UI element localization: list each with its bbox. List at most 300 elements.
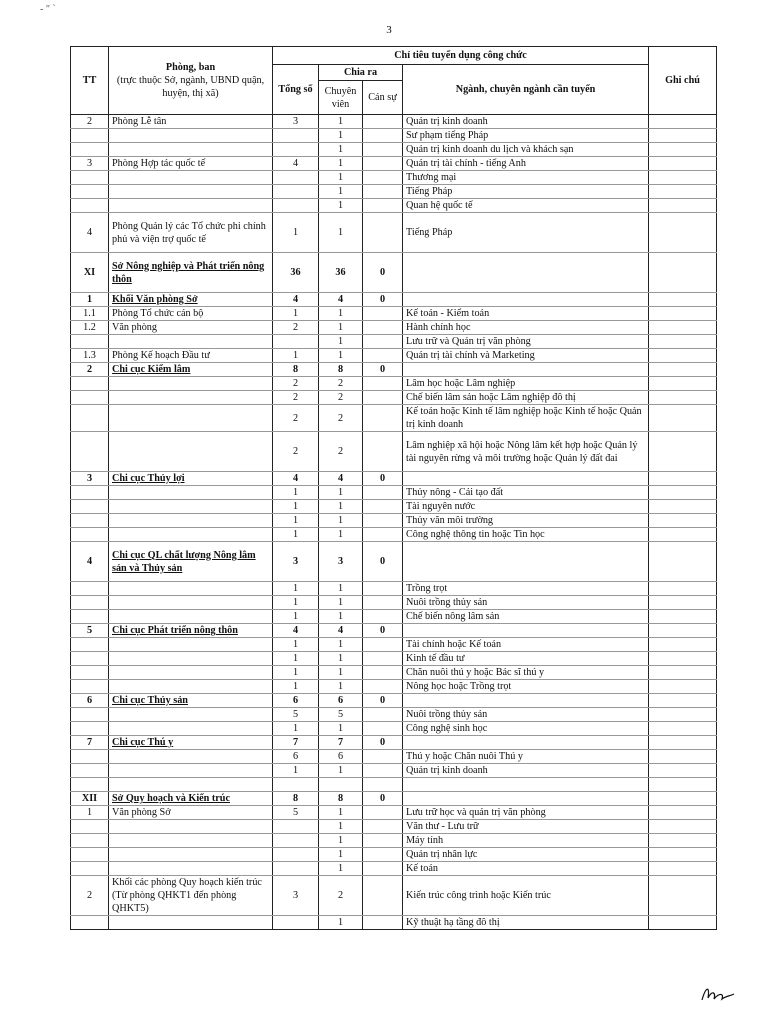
cell-specialist: 1: [319, 528, 363, 542]
cell-total: 1: [273, 680, 319, 694]
table-row: [71, 736, 717, 750]
cell-major: Tiếng Pháp: [403, 185, 649, 199]
table-row: [71, 213, 717, 253]
cell-note: [649, 666, 717, 680]
cell-tt: [71, 432, 109, 472]
table-row: [71, 542, 717, 582]
cell-tt: XII: [71, 792, 109, 806]
cell-staff: 0: [363, 624, 403, 638]
cell-major: Thương mại: [403, 171, 649, 185]
cell-specialist: 1: [319, 820, 363, 834]
cell-note: [649, 764, 717, 778]
cell-specialist: [319, 778, 363, 792]
table-row: [71, 486, 717, 500]
cell-specialist: 2: [319, 377, 363, 391]
cell-tt: 1.3: [71, 349, 109, 363]
cell-unit: Sở Quy hoạch và Kiến trúc: [109, 792, 273, 806]
cell-total: [273, 171, 319, 185]
cell-unit: Phòng Hợp tác quốc tế: [109, 157, 273, 171]
cell-note: [649, 680, 717, 694]
cell-major: Quan hệ quốc tế: [403, 199, 649, 213]
cell-unit: Phòng Quản lý các Tổ chức phi chính phủ và viện trợ quốc tế: [109, 213, 273, 253]
cell-total: 1: [273, 652, 319, 666]
cell-tt: [71, 199, 109, 213]
cell-tt: [71, 335, 109, 349]
cell-specialist: 1: [319, 582, 363, 596]
table-row: [71, 500, 717, 514]
table-row: [71, 876, 717, 916]
table-row: [71, 377, 717, 391]
cell-note: [649, 377, 717, 391]
header-major: Ngành, chuyên ngành cần tuyển: [403, 65, 649, 115]
cell-unit: [109, 405, 273, 432]
header-total: Tổng số: [273, 65, 319, 115]
cell-tt: 1.2: [71, 321, 109, 335]
cell-specialist: 1: [319, 666, 363, 680]
cell-tt: [71, 185, 109, 199]
cell-staff: 0: [363, 542, 403, 582]
cell-total: 36: [273, 253, 319, 293]
cell-staff: [363, 115, 403, 129]
cell-total: 6: [273, 694, 319, 708]
cell-tt: [71, 143, 109, 157]
cell-major: Quản trị kinh doanh: [403, 764, 649, 778]
cell-note: [649, 171, 717, 185]
cell-staff: [363, 876, 403, 916]
cell-staff: [363, 171, 403, 185]
cell-staff: [363, 335, 403, 349]
cell-specialist: 8: [319, 363, 363, 377]
cell-tt: [71, 722, 109, 736]
table-row: [71, 321, 717, 335]
cell-major: Trồng trọt: [403, 582, 649, 596]
cell-total: [273, 820, 319, 834]
cell-specialist: 1: [319, 862, 363, 876]
cell-specialist: 6: [319, 694, 363, 708]
cell-staff: [363, 680, 403, 694]
cell-specialist: 1: [319, 596, 363, 610]
cell-major: Lưu trữ học và quản trị văn phòng: [403, 806, 649, 820]
cell-tt: 3: [71, 157, 109, 171]
cell-unit: [109, 432, 273, 472]
cell-note: [649, 624, 717, 638]
cell-specialist: 1: [319, 514, 363, 528]
cell-specialist: 1: [319, 652, 363, 666]
cell-note: [649, 363, 717, 377]
cell-major: [403, 736, 649, 750]
table-row: [71, 293, 717, 307]
cell-staff: 0: [363, 293, 403, 307]
cell-staff: 0: [363, 472, 403, 486]
cell-total: 4: [273, 624, 319, 638]
cell-unit: [109, 143, 273, 157]
cell-unit: [109, 722, 273, 736]
cell-staff: [363, 157, 403, 171]
cell-unit: [109, 391, 273, 405]
cell-major: Lâm nghiệp xã hội hoặc Nông lâm kết hợp hoặc Quản lý tài nguyên rừng và môi trường hoặc Quản lý đất đai: [403, 432, 649, 472]
header-split: Chia ra: [319, 65, 403, 81]
header-note: Ghi chú: [649, 47, 717, 115]
cell-specialist: 1: [319, 848, 363, 862]
cell-specialist: 1: [319, 171, 363, 185]
cell-staff: [363, 778, 403, 792]
table-row: [71, 157, 717, 171]
cell-note: [649, 157, 717, 171]
cell-total: [273, 129, 319, 143]
table-row: [71, 638, 717, 652]
cell-tt: [71, 391, 109, 405]
cell-specialist: 1: [319, 115, 363, 129]
cell-unit: Văn phòng: [109, 321, 273, 335]
cell-tt: [71, 848, 109, 862]
cell-unit: Chi cục Thú y: [109, 736, 273, 750]
cell-tt: 1: [71, 293, 109, 307]
cell-total: 1: [273, 528, 319, 542]
cell-total: 4: [273, 293, 319, 307]
cell-total: 5: [273, 708, 319, 722]
cell-tt: 2: [71, 876, 109, 916]
cell-staff: [363, 596, 403, 610]
cell-note: [649, 514, 717, 528]
cell-tt: [71, 377, 109, 391]
cell-unit: Phòng Lễ tân: [109, 115, 273, 129]
cell-note: [649, 253, 717, 293]
cell-specialist: 1: [319, 680, 363, 694]
cell-tt: [71, 528, 109, 542]
cell-staff: [363, 349, 403, 363]
cell-unit: [109, 129, 273, 143]
cell-major: Thủy nông - Cải tạo đất: [403, 486, 649, 500]
cell-major: Sư phạm tiếng Pháp: [403, 129, 649, 143]
cell-staff: [363, 764, 403, 778]
table-row: [71, 307, 717, 321]
cell-unit: [109, 335, 273, 349]
cell-staff: [363, 750, 403, 764]
cell-tt: [71, 778, 109, 792]
cell-total: 1: [273, 638, 319, 652]
cell-staff: 0: [363, 363, 403, 377]
cell-tt: 4: [71, 213, 109, 253]
table-row: [71, 432, 717, 472]
cell-note: [649, 820, 717, 834]
cell-total: 2: [273, 377, 319, 391]
cell-total: 8: [273, 792, 319, 806]
cell-staff: [363, 405, 403, 432]
table-row: [71, 680, 717, 694]
cell-major: Quản trị tài chính - tiếng Anh: [403, 157, 649, 171]
cell-staff: [363, 916, 403, 930]
cell-specialist: 5: [319, 708, 363, 722]
table-row: [71, 596, 717, 610]
cell-unit: [109, 596, 273, 610]
table-row: [71, 391, 717, 405]
cell-tt: [71, 486, 109, 500]
cell-unit: [109, 514, 273, 528]
cell-note: [649, 694, 717, 708]
cell-major: Nông học hoặc Trồng trọt: [403, 680, 649, 694]
cell-tt: 1.1: [71, 307, 109, 321]
table-row: [71, 694, 717, 708]
cell-unit: Chi cục QL chất lượng Nông lâm sản và Thủy sản: [109, 542, 273, 582]
cell-note: [649, 500, 717, 514]
table-row: [71, 610, 717, 624]
cell-staff: [363, 610, 403, 624]
cell-note: [649, 778, 717, 792]
cell-specialist: 1: [319, 321, 363, 335]
cell-tt: [71, 405, 109, 432]
table-row: [71, 848, 717, 862]
cell-major: Văn thư - Lưu trữ: [403, 820, 649, 834]
cell-specialist: 3: [319, 542, 363, 582]
cell-staff: [363, 666, 403, 680]
page-number: 3: [386, 24, 392, 36]
cell-specialist: 2: [319, 432, 363, 472]
cell-tt: [71, 764, 109, 778]
cell-total: 1: [273, 596, 319, 610]
cell-specialist: 7: [319, 736, 363, 750]
cell-staff: [363, 500, 403, 514]
cell-note: [649, 806, 717, 820]
cell-major: Công nghệ sinh học: [403, 722, 649, 736]
table-row: [71, 199, 717, 213]
cell-total: 2: [273, 391, 319, 405]
cell-note: [649, 307, 717, 321]
table-row: [71, 792, 717, 806]
cell-total: [273, 143, 319, 157]
cell-specialist: 4: [319, 293, 363, 307]
cell-major: Máy tính: [403, 834, 649, 848]
cell-note: [649, 129, 717, 143]
cell-total: 3: [273, 542, 319, 582]
cell-major: Lưu trữ và Quản trị văn phòng: [403, 335, 649, 349]
cell-total: 1: [273, 582, 319, 596]
cell-staff: [363, 582, 403, 596]
cell-unit: [109, 486, 273, 500]
cell-staff: [363, 848, 403, 862]
cell-note: [649, 432, 717, 472]
cell-staff: [363, 213, 403, 253]
cell-note: [649, 792, 717, 806]
cell-major: [403, 624, 649, 638]
cell-staff: [363, 377, 403, 391]
cell-total: [273, 778, 319, 792]
cell-total: 1: [273, 514, 319, 528]
cell-major: Quản trị nhân lực: [403, 848, 649, 862]
header-unit-text: (trực thuộc Sở, ngành, UBND quận, huyện, thị xã): [116, 75, 265, 99]
cell-tt: [71, 680, 109, 694]
cell-total: 1: [273, 500, 319, 514]
cell-tt: [71, 596, 109, 610]
table-row: [71, 862, 717, 876]
cell-note: [649, 405, 717, 432]
cell-specialist: 4: [319, 624, 363, 638]
cell-tt: [71, 666, 109, 680]
cell-specialist: 1: [319, 349, 363, 363]
cell-major: [403, 694, 649, 708]
cell-tt: 3: [71, 472, 109, 486]
cell-total: 1: [273, 722, 319, 736]
cell-specialist: 6: [319, 750, 363, 764]
cell-major: Tiếng Pháp: [403, 213, 649, 253]
cell-staff: 0: [363, 694, 403, 708]
cell-total: 4: [273, 157, 319, 171]
cell-staff: [363, 143, 403, 157]
cell-total: 2: [273, 321, 319, 335]
cell-total: 3: [273, 115, 319, 129]
cell-note: [649, 596, 717, 610]
cell-unit: [109, 638, 273, 652]
cell-staff: [363, 514, 403, 528]
cell-total: 3: [273, 876, 319, 916]
cell-total: 7: [273, 736, 319, 750]
cell-tt: [71, 171, 109, 185]
cell-major: Hành chính học: [403, 321, 649, 335]
cell-major: Lâm học hoặc Lâm nghiệp: [403, 377, 649, 391]
cell-specialist: 1: [319, 834, 363, 848]
cell-major: Quản trị tài chính và Marketing: [403, 349, 649, 363]
table-row: [71, 129, 717, 143]
table-row: [71, 750, 717, 764]
cell-note: [649, 750, 717, 764]
cell-staff: [363, 652, 403, 666]
cell-note: [649, 638, 717, 652]
cell-unit: Khối các phòng Quy hoạch kiến trúc (Từ phòng QHKT1 đến phòng QHKT5): [109, 876, 273, 916]
cell-major: [403, 293, 649, 307]
cell-unit: [109, 377, 273, 391]
header-tt: TT: [71, 47, 109, 115]
table-row: [71, 253, 717, 293]
table-row: [71, 582, 717, 596]
cell-total: 2: [273, 432, 319, 472]
cell-specialist: 8: [319, 792, 363, 806]
cell-note: [649, 213, 717, 253]
cell-specialist: 1: [319, 185, 363, 199]
table-row: [71, 916, 717, 930]
cell-tt: XI: [71, 253, 109, 293]
cell-total: 1: [273, 349, 319, 363]
cell-major: Tài nguyên nước: [403, 500, 649, 514]
cell-staff: [363, 129, 403, 143]
cell-unit: [109, 708, 273, 722]
table-row: [71, 115, 717, 129]
cell-specialist: 1: [319, 157, 363, 171]
cell-note: [649, 486, 717, 500]
cell-total: [273, 834, 319, 848]
cell-specialist: 2: [319, 876, 363, 916]
table-row: [71, 143, 717, 157]
cell-tt: 1: [71, 806, 109, 820]
cell-staff: [363, 708, 403, 722]
table-row: [71, 806, 717, 820]
table-row: [71, 171, 717, 185]
header-staff: Cán sự: [363, 81, 403, 115]
cell-total: 1: [273, 213, 319, 253]
cell-unit: Khối Văn phòng Sở: [109, 293, 273, 307]
table-row: [71, 652, 717, 666]
table-row: [71, 778, 717, 792]
cell-staff: 0: [363, 736, 403, 750]
cell-note: [649, 848, 717, 862]
cell-unit: Phòng Kế hoạch Đầu tư: [109, 349, 273, 363]
cell-note: [649, 876, 717, 916]
cell-specialist: 1: [319, 610, 363, 624]
cell-note: [649, 916, 717, 930]
cell-specialist: 1: [319, 486, 363, 500]
cell-note: [649, 472, 717, 486]
cell-tt: [71, 862, 109, 876]
cell-major: Chế biến nông lâm sản: [403, 610, 649, 624]
cell-staff: [363, 432, 403, 472]
cell-unit: [109, 666, 273, 680]
cell-total: [273, 848, 319, 862]
cell-specialist: 2: [319, 391, 363, 405]
cell-note: [649, 834, 717, 848]
cell-total: 1: [273, 307, 319, 321]
table-row: [71, 708, 717, 722]
cell-total: 1: [273, 610, 319, 624]
table-row: [71, 363, 717, 377]
cell-specialist: 1: [319, 722, 363, 736]
cell-staff: [363, 528, 403, 542]
cell-major: Kiến trúc công trình hoặc Kiến trúc: [403, 876, 649, 916]
cell-major: Kế toán hoặc Kinh tế lâm nghiệp hoặc Kinh tế hoặc Quản trị kinh doanh: [403, 405, 649, 432]
cell-specialist: 1: [319, 500, 363, 514]
cell-unit: Phòng Tổ chức cán bộ: [109, 307, 273, 321]
cell-staff: [363, 391, 403, 405]
table-row: [71, 528, 717, 542]
cell-note: [649, 115, 717, 129]
cell-major: [403, 472, 649, 486]
cell-total: [273, 335, 319, 349]
cell-unit: [109, 680, 273, 694]
cell-tt: [71, 652, 109, 666]
cell-unit: [109, 528, 273, 542]
cell-unit: [109, 750, 273, 764]
cell-tt: [71, 916, 109, 930]
cell-specialist: 4: [319, 472, 363, 486]
header-target: Chỉ tiêu tuyển dụng công chức: [273, 47, 649, 65]
cell-major: Chăn nuôi thú y hoặc Bác sĩ thú y: [403, 666, 649, 680]
cell-tt: [71, 638, 109, 652]
cell-note: [649, 335, 717, 349]
cell-staff: [363, 307, 403, 321]
cell-unit: [109, 764, 273, 778]
cell-total: [273, 199, 319, 213]
table-row: [71, 185, 717, 199]
cell-unit: [109, 500, 273, 514]
cell-major: Tài chính hoặc Kế toán: [403, 638, 649, 652]
table-row: [71, 335, 717, 349]
cell-total: 8: [273, 363, 319, 377]
cell-note: [649, 528, 717, 542]
cell-staff: [363, 834, 403, 848]
cell-note: [649, 143, 717, 157]
cell-major: [403, 363, 649, 377]
cell-staff: [363, 806, 403, 820]
cell-specialist: 1: [319, 916, 363, 930]
header-unit: Phòng, ban (trực thuộc Sở, ngành, UBND quận, huyện, thị xã): [109, 47, 273, 115]
cell-unit: Chi cục Thủy sản: [109, 694, 273, 708]
cell-major: Thú y hoặc Chăn nuôi Thú y: [403, 750, 649, 764]
header-specialist: Chuyên viên: [319, 81, 363, 115]
cell-note: [649, 862, 717, 876]
cell-unit: [109, 848, 273, 862]
cell-major: Kỹ thuật hạ tầng đô thị: [403, 916, 649, 930]
cell-specialist: 1: [319, 806, 363, 820]
cell-tt: [71, 129, 109, 143]
cell-tt: [71, 708, 109, 722]
cell-unit: Chi cục Kiểm lâm: [109, 363, 273, 377]
